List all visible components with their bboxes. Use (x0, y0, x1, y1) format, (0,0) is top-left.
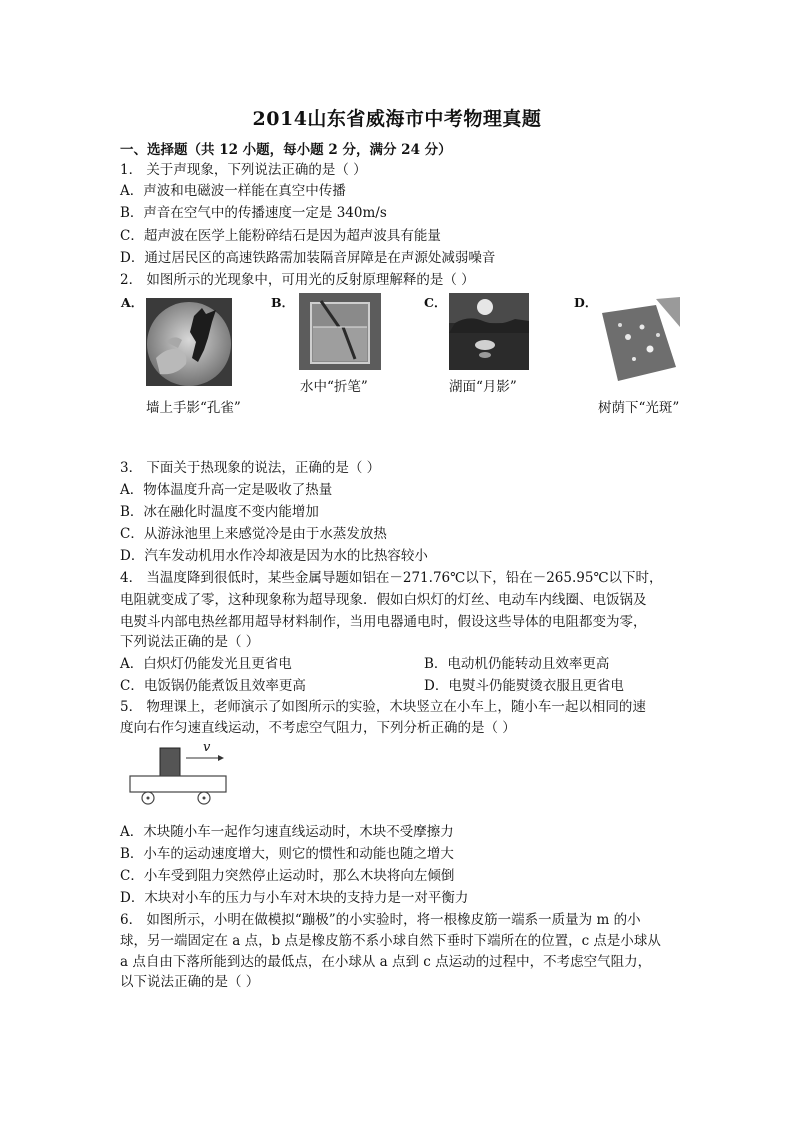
q4-line-2: 电阻就变成了零，这种现象称为超导现象．假如白炽灯的灯丝、电动车内线圈、电饭锅及 (120, 592, 647, 608)
q3-option-b: B．冰在融化时温度不变内能增加 (120, 504, 319, 520)
q6-line-3: a 点自由下落所能到达的最低点，在小球从 a 点到 c 点运动的过程中，不考虑空气阻力， (120, 954, 652, 970)
q1-option-a: A．声波和电磁波一样能在真空中传播 (120, 183, 346, 199)
q5-option-c: C．小车受到阻力突然停止运动时，那么木块将向左倾倒 (120, 868, 455, 884)
caption-c: 湖面“月影” (449, 379, 517, 395)
q3-option-c: C．从游泳池里上来感觉冷是由于水蒸发放热 (120, 526, 387, 542)
q6-line-4: 以下说法正确的是（ ） (120, 974, 260, 990)
q4-option-c: C．电饭锅仍能煮饭且效率更高 (120, 678, 306, 694)
photo-moon-reflection (449, 293, 529, 370)
q1-option-c: C．超声波在医学上能粉碎结石是因为超声波具有能量 (120, 228, 441, 244)
q5-option-a: A．木块随小车一起作匀速直线运动时，木块不受摩擦力 (120, 824, 454, 840)
q3-stem: 3． 下面关于热现象的说法，正确的是（ ） (120, 460, 381, 476)
q5-option-d: D．木块对小车的压力与小车对木块的支持力是一对平衡力 (120, 890, 469, 906)
q3-option-a: A．物体温度升高一定是吸收了热量 (120, 482, 333, 498)
q3-option-d: D．汽车发动机用水作冷却液是因为水的比热容较小 (120, 548, 428, 564)
q2-label-b: B． (271, 295, 295, 310)
q4-line-4: 下列说法正确的是（ ） (120, 634, 260, 650)
q4-option-d: D．电熨斗仍能熨烫衣服且更省电 (424, 678, 624, 694)
q5-line-1: 5． 物理课上，老师演示了如图所示的实验，木块竖立在小车上，随小车一起以相同的速 (120, 699, 646, 715)
photo-bent-pencil (299, 293, 381, 370)
section-heading: 一、选择题（共 12 小题，每小题 2 分，满分 24 分） (120, 142, 452, 158)
cart-diagram (126, 740, 236, 808)
q4-line-1: 4． 当温度降到很低时，某些金属导题如铝在－271.76℃以下，铅在－265.95℃以下时， (120, 570, 663, 586)
q5-option-b: B．小车的运动速度增大，则它的惯性和动能也随之增大 (120, 846, 454, 862)
q4-option-a: A．白炽灯仍能发光且更省电 (120, 656, 292, 672)
photo-hand-shadow (146, 298, 232, 386)
caption-d: 树荫下“光斑” (598, 400, 680, 416)
q4-option-b: B．电动机仍能转动且效率更高 (424, 656, 610, 672)
q6-line-2: 球，另一端固定在 a 点，b 点是橡皮筋不系小球自然下垂时下端所在的位置，c 点是小球从 (120, 933, 661, 949)
page-title: 2014山东省威海市中考物理真题 (252, 108, 542, 130)
q2-label-d: D． (574, 295, 598, 310)
q2-stem: 2． 如图所示的光现象中，可用光的反射原理解释的是（ ） (120, 272, 475, 288)
q1-stem: 1． 关于声现象，下列说法正确的是（ ） (120, 162, 367, 178)
velocity-label: v (203, 740, 211, 755)
caption-a: 墙上手影“孔雀” (146, 400, 241, 416)
caption-b: 水中“折笔” (300, 379, 368, 395)
q2-label-a: A． (121, 295, 144, 310)
q1-option-b: B．声音在空气中的传播速度一定是 340m/s (120, 205, 387, 221)
photo-light-spots (598, 297, 680, 383)
q1-option-d: D．通过居民区的高速铁路需加装隔音屏障是在声源处减弱噪音 (120, 250, 496, 266)
q5-line-2: 度向右作匀速直线运动，不考虑空气阻力，下列分析正确的是（ ） (120, 720, 516, 736)
q6-line-1: 6． 如图所示，小明在做模拟“蹦极”的小实验时，将一根橡皮筋一端系一质量为 m 的小 (120, 912, 641, 928)
q2-label-c: C． (424, 295, 447, 310)
q4-line-3: 电熨斗内部电热丝都用超导材料制作，当用电器通电时，假设这些导体的电阻都变为零， (120, 614, 647, 630)
